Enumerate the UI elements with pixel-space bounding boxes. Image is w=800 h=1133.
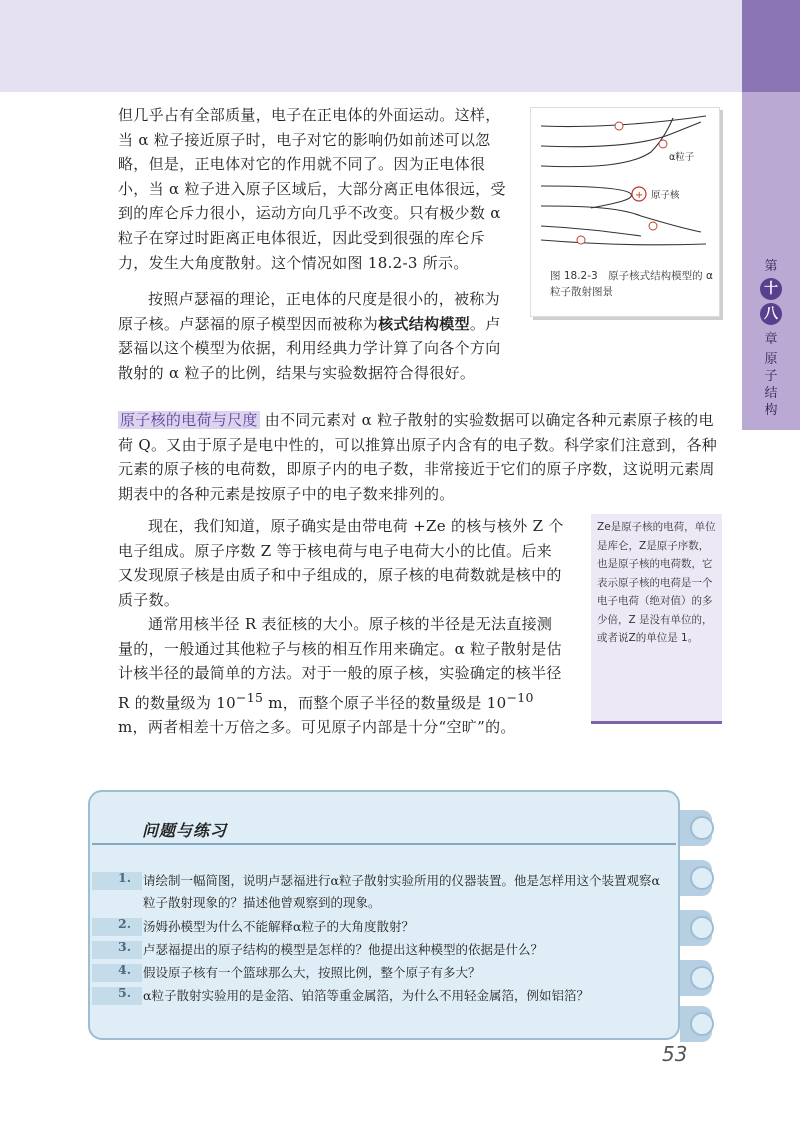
figure-caption: 图 18.2-3 原子核式结构模型的 α 粒子散射图景	[550, 270, 713, 298]
trajectory	[541, 240, 706, 245]
exercise-number: 4.	[118, 962, 132, 977]
ring-icon	[690, 916, 714, 940]
exercise-text: 卢瑟福提出的原子结构的模型是怎样的？他提出这种模型的依据是什么？	[143, 942, 544, 957]
side-note: Ze是原子核的电荷，单位是库仑，Z是原子序数，也是原子核的电荷数，它表示原子核的电荷是一个电子电荷（绝对值）的多少倍，Z 是没有单位的，或者说Z的单位是 1。	[591, 514, 722, 724]
paragraph-1: 但几乎占有全部质量，电子在正电体的外面运动。这样，当 α 粒子接近原子时，电子对它的影响仍如前述可以忽略，但是，正电体对它的作用就不同了。因为正电体很小，当 α 粒子进入原子区域后，大部分离正电体很远，受到的库仑斥力很小，运动方向几乎不改变。只有极少数 α 粒子在穿过时距离正电体很近，因此受到很强的库仑斥力，发生大角度散射。这个情况如图 18.2-3 所示。	[118, 106, 506, 272]
paragraph-2	[118, 287, 510, 385]
chapter-di: 第	[764, 259, 778, 274]
plus-sign: +	[635, 190, 644, 201]
p3-body: 由不同元素对 α 粒子散射的实验数据可以确定各种元素原子核的电荷 Q。又由于原子是电中性的，可以推算出原子内含有的电子数。科学家们注意到，各种元素的原子核的电荷数，即原子内的电子数，非常接近于它们的原子序数，这说明元素周期表中的各种元素是按原子中的电子数来排列的。	[118, 411, 718, 503]
header-band	[0, 0, 742, 92]
exercise-text: 请绘制一幅简图，说明卢瑟福进行α粒子散射实验所用的仪器装置。他是怎样用这个装置观察α粒子散射现象的？描述他曾观察到的现象。	[143, 873, 660, 910]
binder-rings	[680, 800, 720, 1040]
exercise-number: 3.	[118, 939, 132, 954]
ring-icon	[690, 1012, 714, 1036]
exercise-number: 2.	[118, 916, 132, 931]
trajectory	[541, 186, 631, 208]
term-nuclear-model: 核式结构模型	[378, 314, 470, 333]
exercise-text: α粒子散射实验用的是金箔、铂箔等重金属箔，为什么不用轻金属箔，例如铝箔？	[143, 988, 589, 1003]
exercise-number: 5.	[118, 985, 132, 1000]
label-nucleus: 原子核	[651, 190, 680, 201]
atom-marker	[659, 140, 667, 148]
p5-text-c: m，两者相差十万倍之多。可见原子内部是十分“空旷”的。	[118, 718, 516, 737]
chapter-number-part: 十	[760, 278, 782, 300]
chapter-side-tab-top	[742, 0, 800, 92]
page-number: 53	[662, 1042, 688, 1066]
p5-text-a: 通常用核半径 R 表征核的大小。原子核的半径是无法直接测量的，一般通过其他粒子与核的相互作用来确定。α 粒子散射是估计核半径的最简单的方法。对于一般的原子核，实验确定的核半径 R 的数量级为 10	[118, 615, 562, 712]
exercise-title: 问题与练习	[142, 821, 228, 840]
atom-marker	[577, 236, 585, 244]
p5-text-b: m，而整个原子半径的数量级是 10	[263, 693, 507, 712]
trajectory	[541, 226, 641, 236]
chapter-label	[742, 255, 800, 419]
paragraph-4: 现在，我们知道，原子确实是由带电荷 +Ze 的核与核外 Z 个电子组成。原子序数 Z 等于核电荷与电子电荷大小的比值。后来又发现原子核是由质子和中子组成的，原子核的电荷数就是核中的质子数。	[118, 517, 564, 609]
section-heading: 原子核的电荷与尺度	[120, 411, 258, 429]
exercise-number: 1.	[118, 870, 132, 885]
atom-marker	[615, 122, 623, 130]
exercise-divider	[92, 843, 676, 845]
label-alpha: α粒子	[669, 152, 695, 163]
p2-text-a: 按照卢瑟福的理论，正电体的尺度是很小的，被称为原子核。卢瑟福的原子模型因而被称为	[118, 290, 500, 333]
chapter-number-part: 八	[760, 303, 782, 325]
p2-text-b: 。卢瑟福以这个模型为依据，利用经典力学计算了向各个方向散射的 α 粒子的比例，结果与实验数据符合得很好。	[118, 314, 501, 382]
paragraph-5	[118, 612, 566, 740]
ring-icon	[690, 816, 714, 840]
atom-marker	[649, 222, 657, 230]
scattering-diagram	[531, 108, 719, 268]
exercise-text: 假设原子核有一个篮球那么大，按照比例，整个原子有多大？	[143, 965, 481, 980]
exponent: −15	[235, 689, 264, 705]
chapter-title: 原 子 结 构	[764, 352, 778, 418]
trajectory	[541, 116, 706, 127]
chapter-zhang: 章	[764, 332, 778, 347]
exponent: −10	[506, 689, 534, 705]
ring-icon	[690, 866, 714, 890]
paragraph-3	[118, 408, 726, 506]
ring-icon	[690, 966, 714, 990]
exercise-text: 汤姆孙模型为什么不能解释α粒子的大角度散射？	[143, 919, 414, 934]
